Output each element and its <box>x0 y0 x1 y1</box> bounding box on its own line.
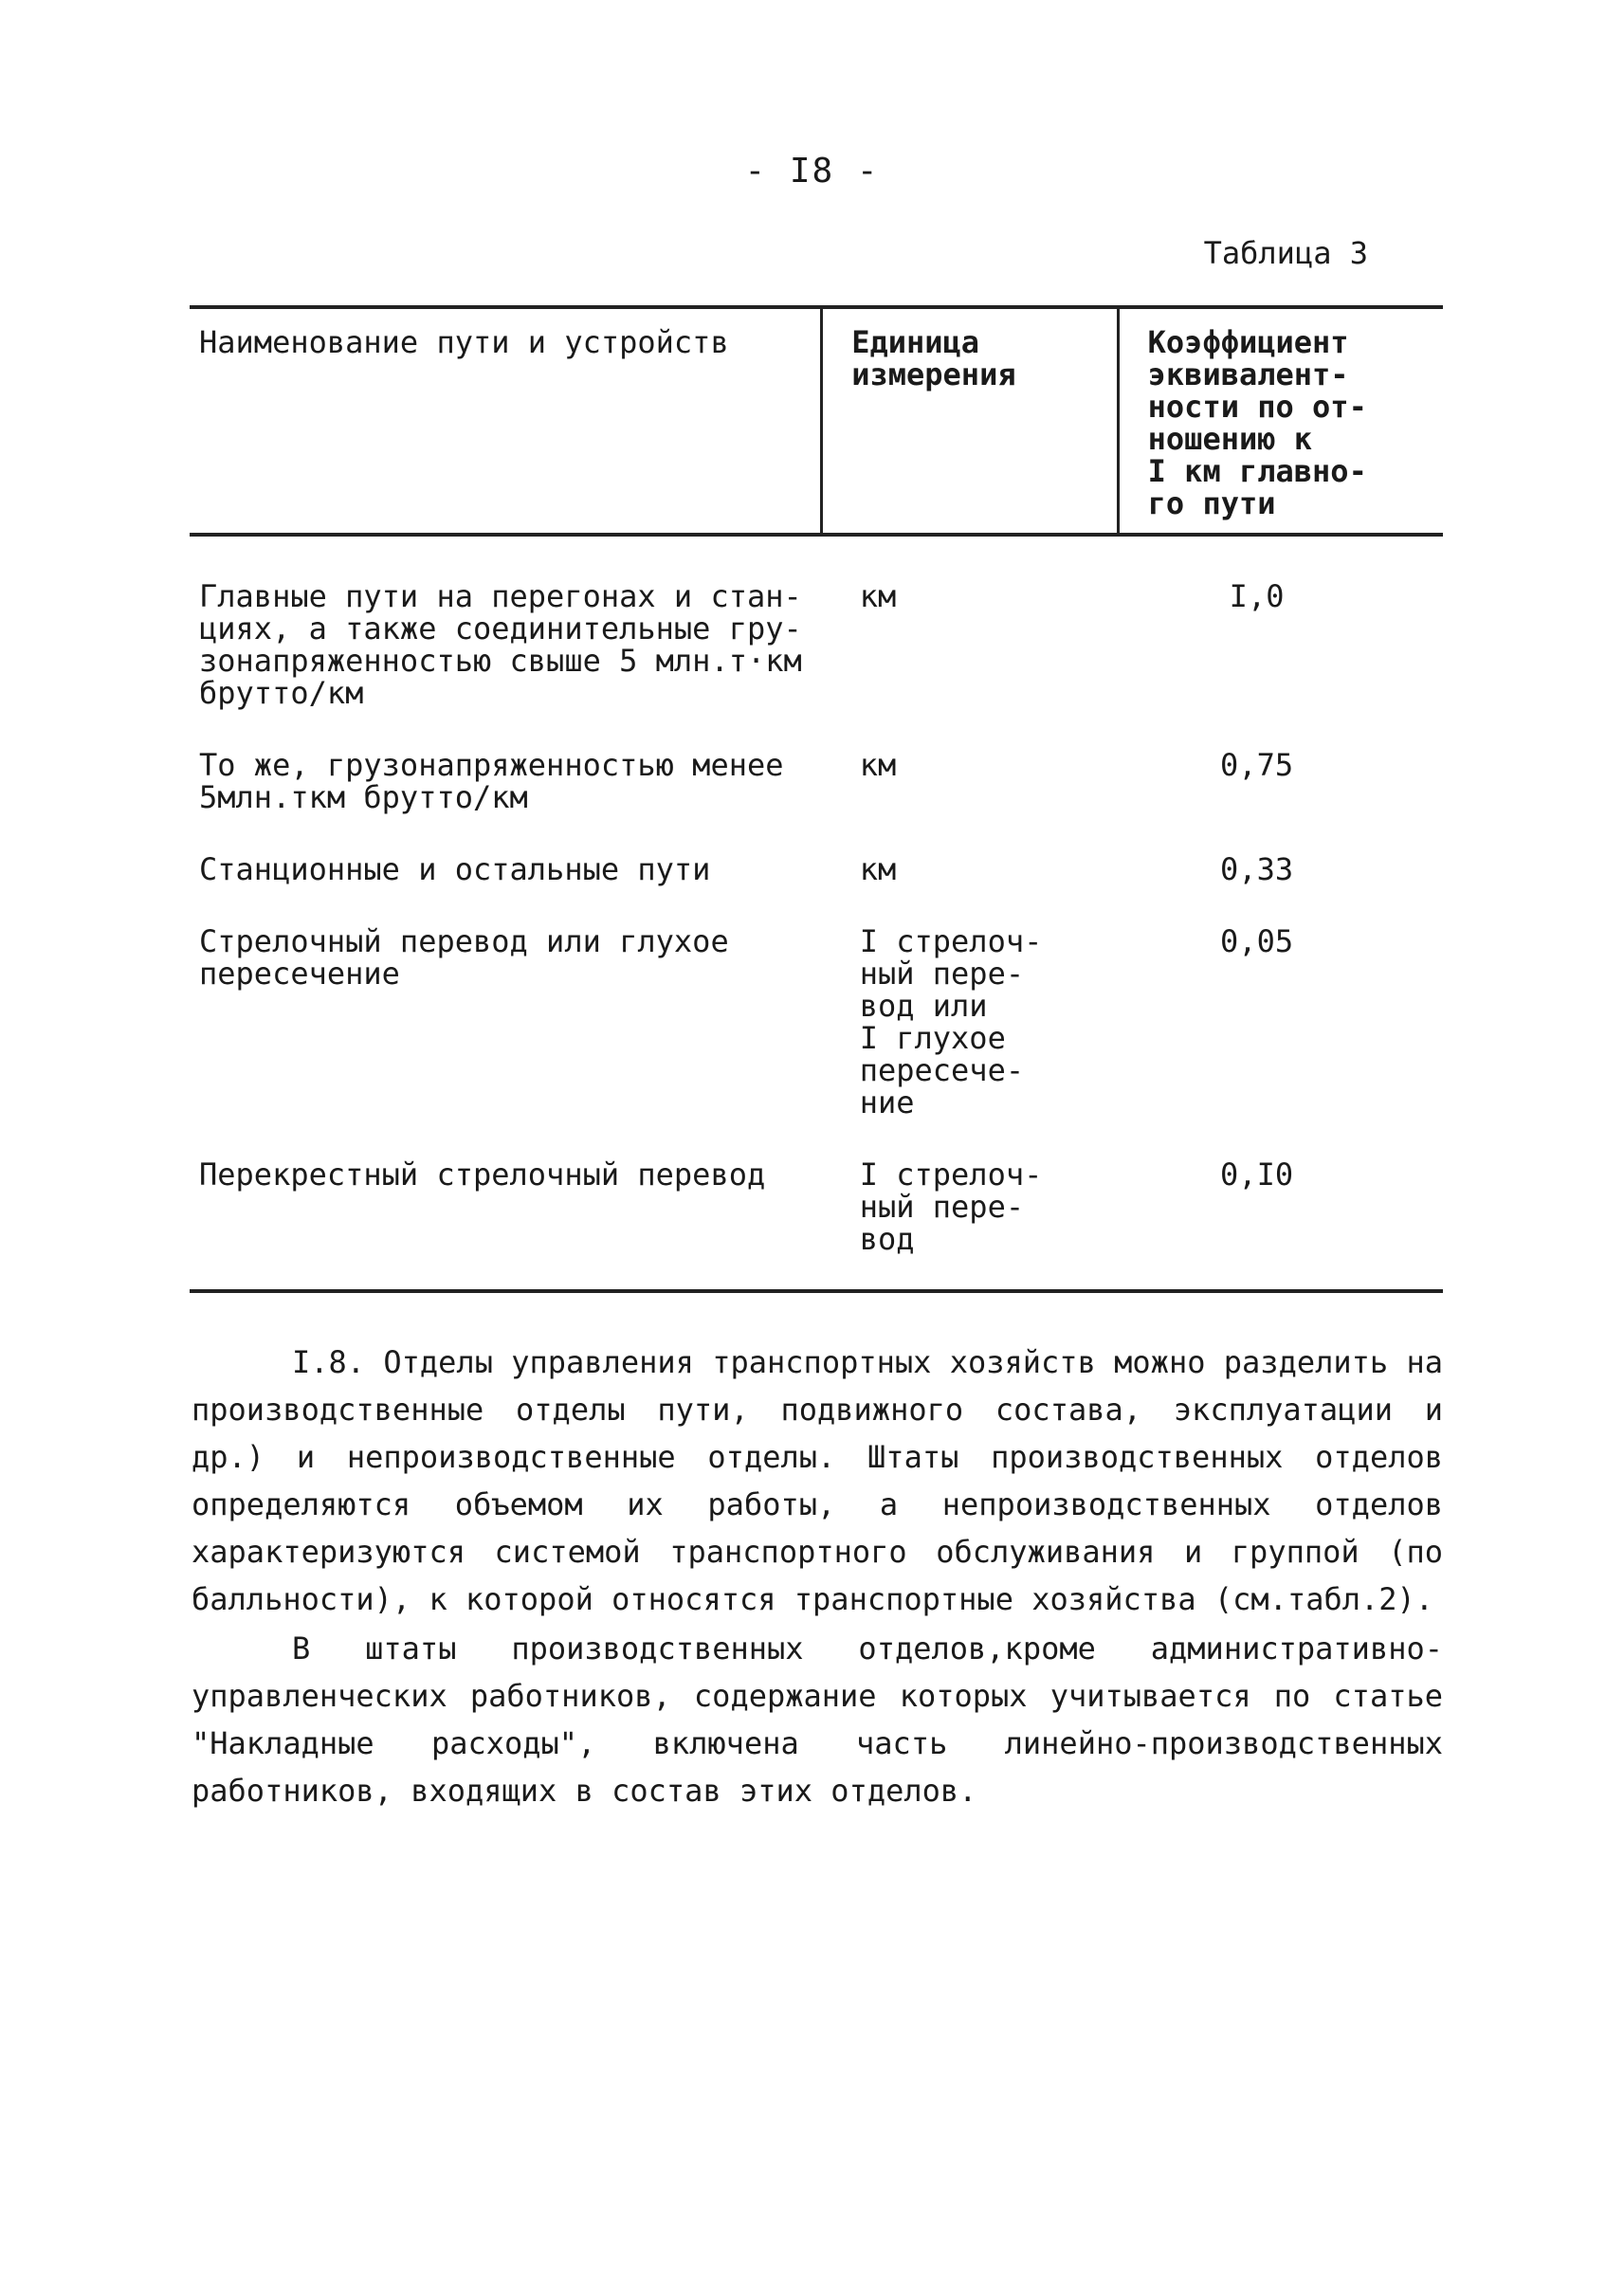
header-coef: Коэффициент эквивалент- ности по от- ношению к I км главно- го пути <box>1118 307 1443 535</box>
header-name: Наименование пути и устройств <box>190 307 822 535</box>
header-unit: Единица измерения <box>822 307 1118 535</box>
cell-name: Станционные и остальные пути <box>199 851 711 887</box>
table-row <box>190 724 1443 829</box>
header-row <box>190 307 1443 535</box>
cell-coef: 0,05 <box>1220 923 1294 959</box>
table-header <box>190 307 1443 535</box>
equivalence-table <box>190 305 1443 1270</box>
paragraph: I.8. Отделы управления транспортных хозяйств можно разделить на производственные отделы пути, подвижного состава, эксплуатации и др.) и непроизводственные отделы. Штаты производственных отделов определяются объемом их работы, а непроизводственных отделов характеризуются системой транспортного обслуживания и группой (по балльности), к которой относятся транспортные хозяйства (см.табл.2). <box>192 1344 1443 1617</box>
table-caption: Таблица 3 <box>1203 235 1368 271</box>
cell-coef: 0,75 <box>1220 747 1294 783</box>
table-row <box>190 535 1443 724</box>
cell-name: То же, грузонапряженностью менее 5млн.ткм брутто/км <box>199 747 784 815</box>
cell-coef: 0,33 <box>1220 851 1294 887</box>
paragraph: В штаты производственных отделов,кроме административно-управленческих работников, содержание которых учитывается по статье "Накладные расходы", включена часть линейно-производственных работников, входящих в состав этих отделов. <box>192 1630 1443 1809</box>
cell-unit: км <box>859 747 897 783</box>
cell-unit: км <box>859 851 897 887</box>
cell-name: Стрелочный перевод или глухое пересечение <box>199 923 729 992</box>
table-row <box>190 901 1443 1134</box>
cell-unit: I стрелоч- ный пере- вод или I глухое пересече- ние <box>859 923 1043 1120</box>
table-body <box>190 535 1443 1270</box>
table-row <box>190 1134 1443 1270</box>
cell-unit: I стрелоч- ный пере- вод <box>859 1157 1043 1257</box>
table-row <box>190 829 1443 901</box>
body-text <box>192 1339 1443 1816</box>
cell-name: Главные пути на перегонах и стан- циях, а также соединительные гру- зонапряженностью свыше 5 млн.т·км брутто/км <box>199 578 802 711</box>
page-number: - I8 - <box>744 152 880 191</box>
cell-unit: км <box>859 578 897 614</box>
table <box>190 305 1443 1270</box>
cell-coef: I,0 <box>1229 578 1285 614</box>
table-bottom-rule <box>190 1289 1443 1293</box>
cell-coef: 0,I0 <box>1220 1157 1294 1193</box>
cell-name: Перекрестный стрелочный перевод <box>199 1157 766 1193</box>
